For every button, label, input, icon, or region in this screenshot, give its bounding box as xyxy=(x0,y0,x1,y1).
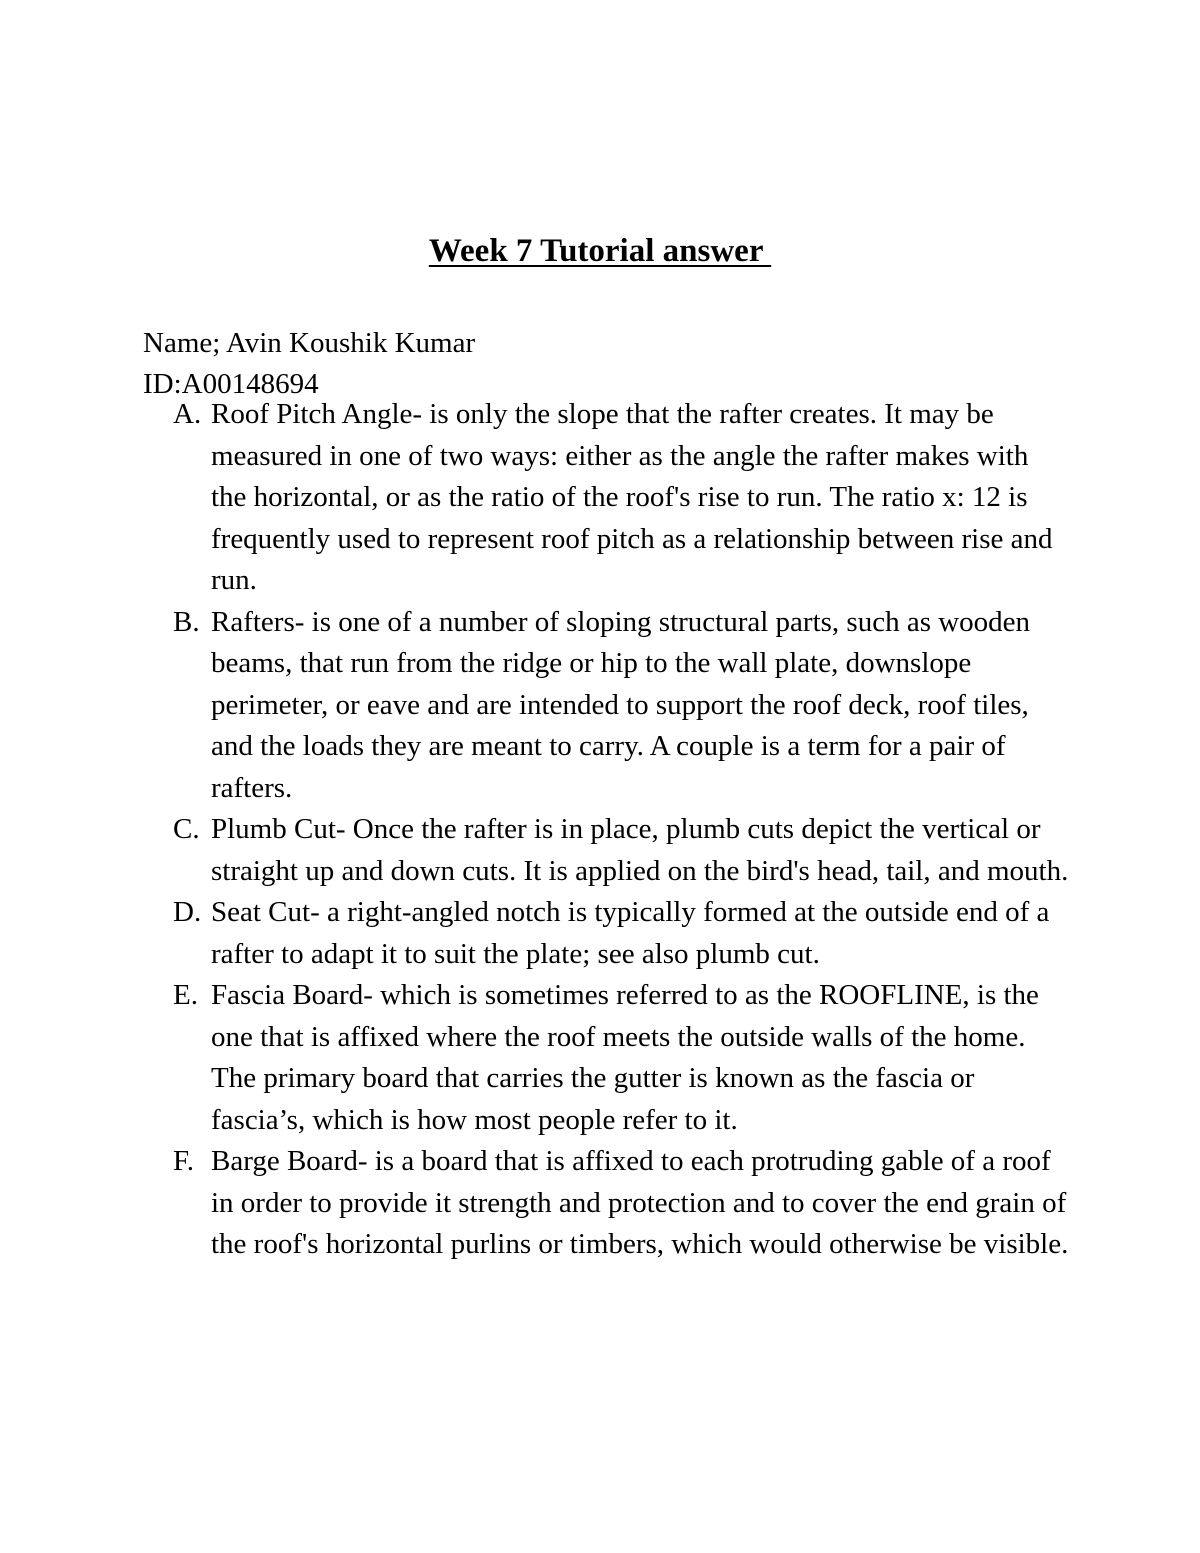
list-item-text: Barge Board- is a board that is affixed to each protruding gable of a roof in order to provide it strength and protection and to cover the end grain of the roof's horizontal purlins or timbers, which would otherwise be visible. xyxy=(211,1145,1069,1260)
list-item xyxy=(0,892,1071,975)
list-item-marker: B. xyxy=(173,605,200,638)
list-item-text: Rafters- is one of a number of sloping structural parts, such as wooden beams, that run from the ridge or hip to the wall plate, downslope perimeter, or eave and are intended to support the roof deck, roof tiles, and the loads they are meant to carry. A couple is a term for a pair of rafters. xyxy=(211,605,1031,804)
document-title xyxy=(0,230,1200,272)
list-item-marker: F. xyxy=(173,1145,195,1177)
list-item-text: Seat Cut- a right-angled notch is typically formed at the outside end of a rafter to adapt it to suit the plate; see also plumb cut. xyxy=(211,896,1050,970)
student-name-line: Name; Avin Koushik Kumar xyxy=(143,327,476,359)
document-title-text: Week 7 Tutorial answer xyxy=(428,233,772,269)
list-item xyxy=(0,809,1071,892)
answer-list xyxy=(0,394,1200,1266)
list-item xyxy=(0,394,1071,602)
list-item-marker: D. xyxy=(173,896,202,928)
list-item-text: Roof Pitch Angle- is only the slope that the rafter creates. It may be measured in one of two ways: either as the angle the rafter makes with the horizontal, or as the ratio of the roof's rise to run. The ratio x: 12 is frequently used to represent roof pitch as a relationship between rise and run. xyxy=(211,398,1053,596)
list-item xyxy=(0,975,1071,1141)
list-item-text: Fascia Board- which is sometimes referred to as the ROOFLINE, is the one that is affixed where the roof meets the outside walls of the home. The primary board that carries the gutter is known as the fascia or fascia’s, which is how most people refer to it. xyxy=(211,979,1039,1136)
list-item xyxy=(0,1141,1071,1266)
list-item-marker: A. xyxy=(173,398,202,430)
list-item xyxy=(0,602,1071,810)
list-item-marker: C. xyxy=(173,813,200,845)
list-item-marker: E. xyxy=(173,979,198,1011)
student-id-line: ID:A00148694 xyxy=(143,368,319,400)
list-item-text: Plumb Cut- Once the rafter is in place, plumb cuts depict the vertical or straight up and down cuts. It is applied on the bird's head, tail, and mouth. xyxy=(211,813,1069,887)
